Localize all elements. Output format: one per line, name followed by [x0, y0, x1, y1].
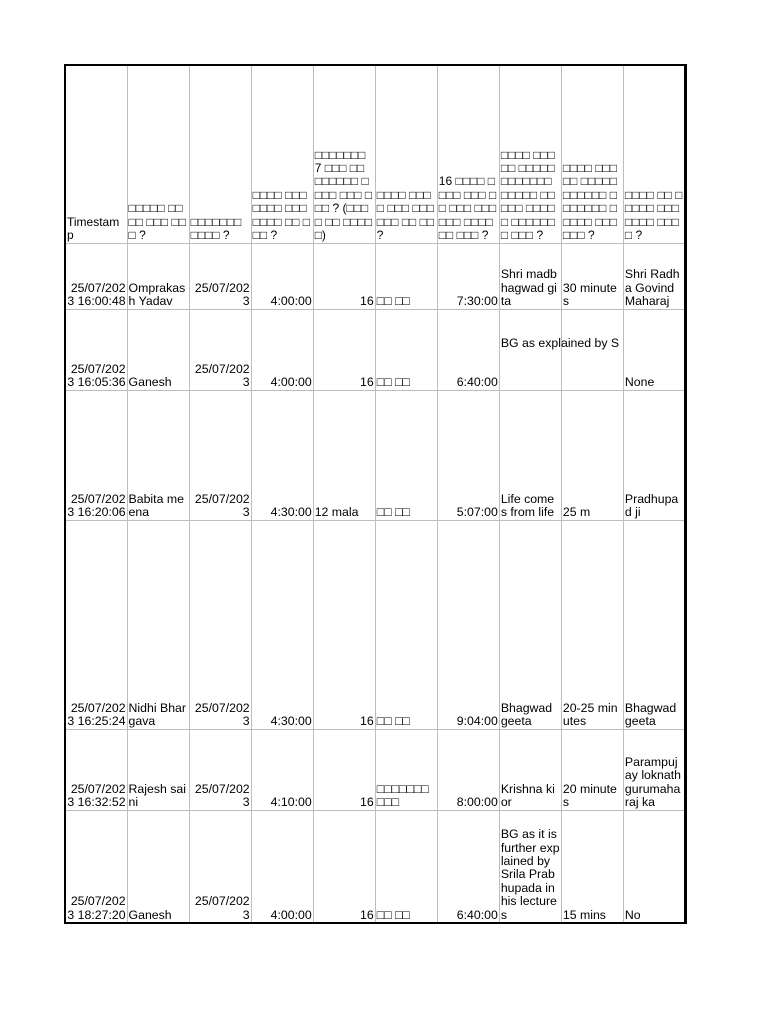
cell-duration: 30 minutes	[561, 243, 623, 309]
cell-wake-time: 4:00:00	[251, 243, 313, 309]
cell-book: BG as explained by S	[499, 309, 561, 390]
cell-timestamp: 25/07/2023 16:00:48	[65, 243, 127, 309]
cell-book: BG as it is further explained by Srila Prabhupada in his lectures	[499, 810, 561, 923]
cell-duration: 25 m	[561, 390, 623, 520]
cell-status: □□□□□□□ □□□	[375, 729, 437, 810]
header-col-3: □□□□□□□ □□□□ ?	[189, 65, 251, 243]
cell-status: □□ □□	[375, 309, 437, 390]
cell-duration: 15 mins	[561, 810, 623, 923]
cell-date: 25/07/2023	[189, 520, 251, 729]
cell-finish-time: 7:30:00	[437, 243, 499, 309]
cell-rounds: 16	[313, 810, 375, 923]
cell-rounds: 16	[313, 729, 375, 810]
cell-book: Life comes from life	[499, 390, 561, 520]
responses-table	[64, 64, 687, 924]
cell-duration: 20-25 minutes	[561, 520, 623, 729]
header-col-4: □□□□ □□□□□□□ □□□ □□□□ □□ □□□ ?	[251, 65, 313, 243]
cell-rounds: 16	[313, 309, 375, 390]
cell-book: Shri madbhagwad gita	[499, 243, 561, 309]
cell-status: □□ □□	[375, 810, 437, 923]
table-row	[65, 729, 686, 810]
cell-finish-time: 6:40:00	[437, 309, 499, 390]
header-col-10: □□□□ □□ □□□□□ □□□□□□□ □□□□ ?	[623, 65, 685, 243]
cell-name: Babita meena	[127, 390, 189, 520]
cell-timestamp: 25/07/2023 16:25:24	[65, 520, 127, 729]
cell-finish-time: 9:04:00	[437, 520, 499, 729]
cell-status: □□ □□	[375, 520, 437, 729]
cell-name: Ganesh	[127, 309, 189, 390]
cell-rounds: 12 mala	[313, 390, 375, 520]
cell-rounds: 16	[313, 520, 375, 729]
cell-lecture: No	[623, 810, 685, 923]
cell-name: Nidhi Bhargava	[127, 520, 189, 729]
cell-timestamp: 25/07/2023 16:05:36	[65, 309, 127, 390]
table-row	[65, 309, 686, 390]
cell-wake-time: 4:00:00	[251, 309, 313, 390]
cell-status: □□ □□	[375, 390, 437, 520]
cell-date: 25/07/2023	[189, 810, 251, 923]
cell-wake-time: 4:30:00	[251, 520, 313, 729]
cell-name: Omprakash Yadav	[127, 243, 189, 309]
cell-name: Rajesh saini	[127, 729, 189, 810]
cell-date: 25/07/2023	[189, 390, 251, 520]
cell-date: 25/07/2023	[189, 309, 251, 390]
cell-finish-time: 6:40:00	[437, 810, 499, 923]
cell-name: Ganesh	[127, 810, 189, 923]
table-row	[65, 810, 686, 923]
spreadsheet	[64, 64, 687, 924]
cell-lecture: Pradhupad ji	[623, 390, 685, 520]
header-col-8: □□□□ □□□□□ □□□□□ □□□□□□□ □□□□□ □□□□□ □□□□□ □□□□□□□ □□□ ?	[499, 65, 561, 243]
cell-wake-time: 4:30:00	[251, 390, 313, 520]
cell-finish-time: 8:00:00	[437, 729, 499, 810]
header-timestamp: Timestamp	[65, 65, 127, 243]
cell-duration: 20 minutes	[561, 729, 623, 810]
table-row	[65, 390, 686, 520]
header-col-2: □□□□□ □□□□ □□□ □□□ ?	[127, 65, 189, 243]
header-row	[65, 65, 686, 243]
cell-book: Bhagwad geeta	[499, 520, 561, 729]
cell-lecture: Parampujay loknath gurumaharaj ka	[623, 729, 685, 810]
cell-date: 25/07/2023	[189, 729, 251, 810]
table-row	[65, 243, 686, 309]
cell-wake-time: 4:00:00	[251, 810, 313, 923]
cell-finish-time: 5:07:00	[437, 390, 499, 520]
cell-book: Krishna kior	[499, 729, 561, 810]
cell-timestamp: 25/07/2023 18:27:20	[65, 810, 127, 923]
cell-wake-time: 4:10:00	[251, 729, 313, 810]
cell-lecture: Shri Radha Govind Maharaj	[623, 243, 685, 309]
table-row	[65, 520, 686, 729]
header-col-6: □□□□ □□□□ □□□ □□□□□□ □□ □□ ?	[375, 65, 437, 243]
cell-lecture: Bhagwad geeta	[623, 520, 685, 729]
header-col-9: □□□□ □□□□□ □□□□□ □□□□□□ □□□□□□□ □□□□□ □□□ □□□ ?	[561, 65, 623, 243]
header-col-7: 16 □□□□ □ □□□ □□□ □□ □□□ □□□□□□ □□□□ □□ □□□ ?	[437, 65, 499, 243]
header-col-5: □□□□□□□ 7 □□□ □□ □□□□□□ □□□□ □□□ □□□ ? (□□□□ □□ □□□□□)	[313, 65, 375, 243]
cell-status: □□ □□	[375, 243, 437, 309]
cell-lecture: None	[623, 309, 685, 390]
cell-timestamp: 25/07/2023 16:32:52	[65, 729, 127, 810]
cell-timestamp: 25/07/2023 16:20:06	[65, 390, 127, 520]
cell-rounds: 16	[313, 243, 375, 309]
cell-date: 25/07/2023	[189, 243, 251, 309]
